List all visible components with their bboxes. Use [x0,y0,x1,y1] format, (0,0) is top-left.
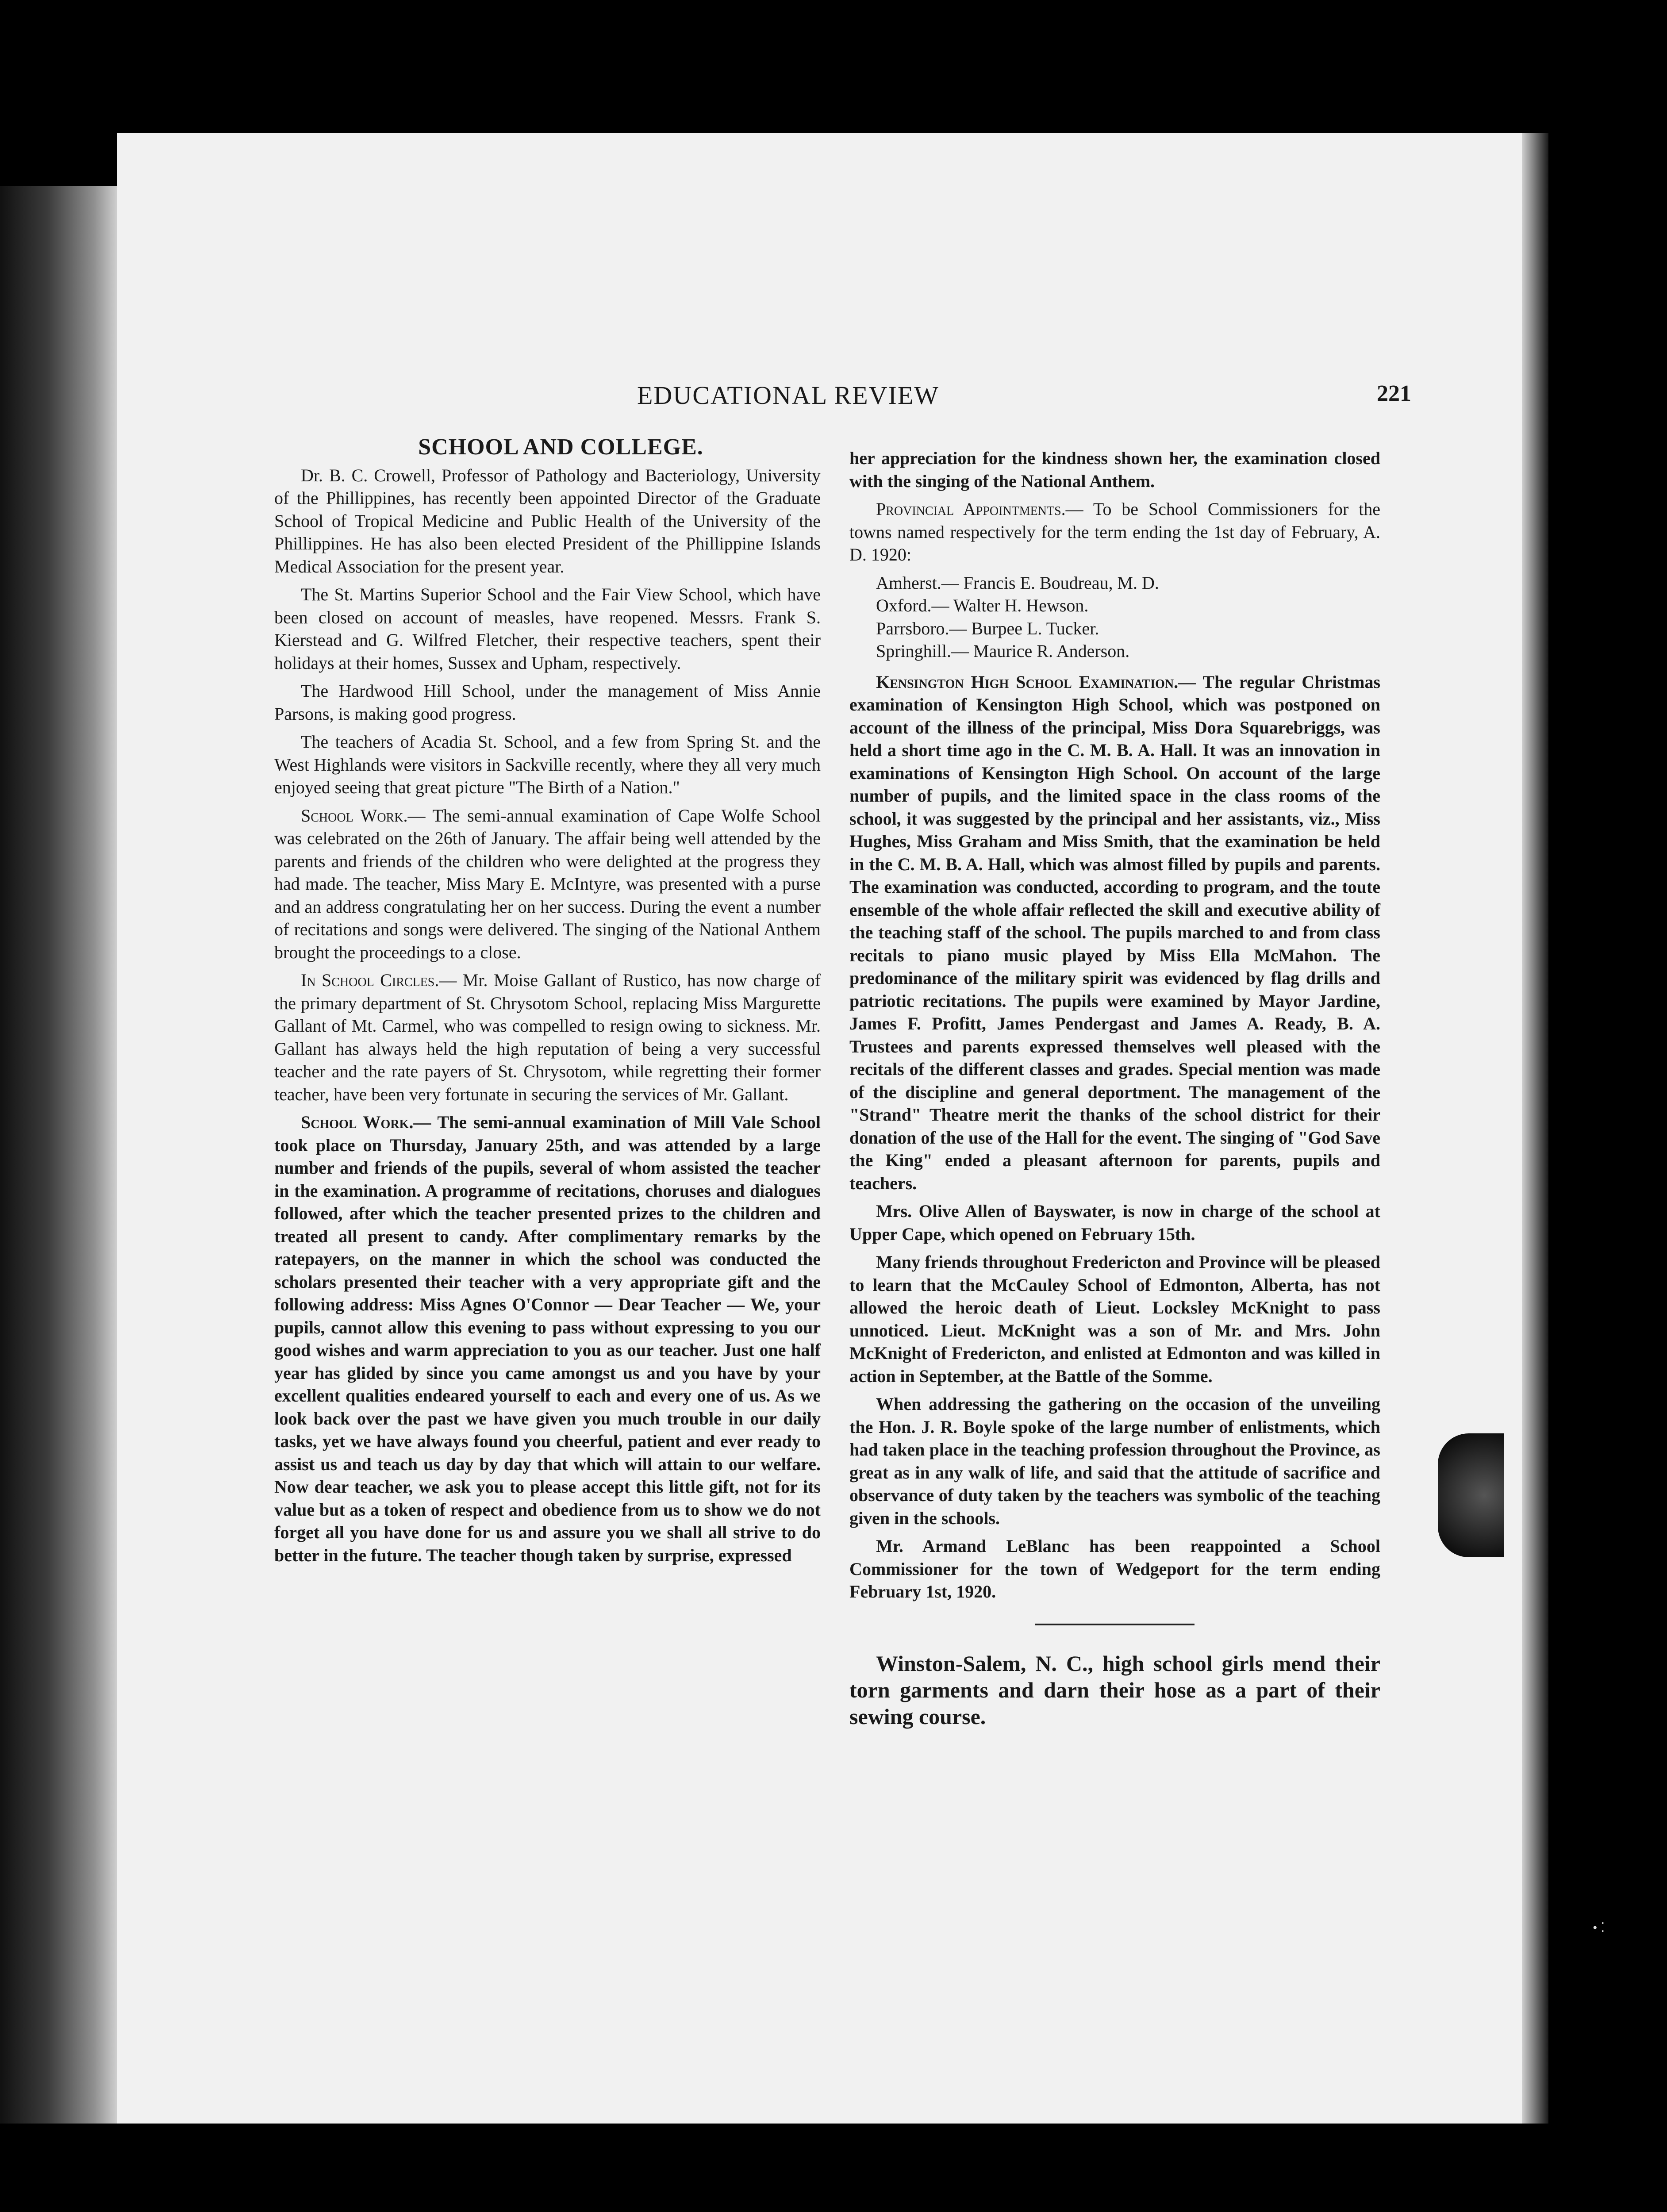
right-column [849,447,1380,1735]
list-item: Parrsboro.— Burpee L. Tucker. [876,618,1099,638]
scan-speck: • ⁚ [1593,1920,1605,1935]
left-column [274,436,821,1572]
paragraph-cape-wolfe [274,804,821,964]
paragraph-st-martins: The St. Martins Superior School and the Fair View School, which have been closed on account of measles, have reopened. Messrs. Frank S. Kierstead and G. Wilfred Fletcher, their respective teachers, spent their holidays at their homes, Sussex and Upham, respectively. [274,584,821,673]
list-item: Springhill.— Maurice R. Anderson. [876,641,1130,661]
paragraph-mcknight: Many friends throughout Fredericton and Province will be pleased to learn that the McCauley School of Edmonton, Alberta, has not allowed the heroic death of Lieut. Locksley McKnight to pass unnoticed. Lieut. McKnight was a son of Mr. and Mrs. John McKnight of Fredericton, and enlisted at Edmonton and was killed in action in September, at the Battle of the Somme. [849,1252,1380,1386]
page-number: 221 [1377,381,1411,406]
facing-page-edge [0,186,117,2124]
paragraph-school-circles [274,969,821,1106]
paragraph-lead: School Work.— [301,1112,431,1132]
paragraph-leblanc: Mr. Armand LeBlanc has been reappointed a School Commissioner for the town of Wedgeport for the term ending February 1st, 1920. [849,1536,1380,1601]
paragraph-body: To be School Commissioners for the towns named respectively for the term ending the 1st day of February, A. D. 1920: [849,499,1381,565]
list-item: Oxford.— Walter H. Hewson. [876,595,1089,615]
paragraph-continuation: her appreciation for the kindness shown her, the examination closed with the singing of the National Anthem. [849,448,1380,491]
paragraph-boyle: When addressing the gathering on the occasion of the unveiling the Hon. J. R. Boyle spoke of the large number of enlistments, which had taken place in the teaching profession throughout the Province, as great as in any walk of life, and said that the attitude of sacrifice and observance of duty taken by the teachers was symbolic of the teaching given in the schools. [849,1394,1380,1528]
section-title: SCHOOL AND COLLEGE. [418,434,703,460]
paragraph-lead: Kensington High School Examination.— [876,672,1196,692]
list-item: Amherst.— Francis E. Boudreau, M. D. [876,572,1159,593]
paragraph-lead: In School Circles.— [301,970,457,990]
binder-clip [1438,1433,1504,1557]
paragraph-body: The semi-annual examination of Mill Vale School took place on Thursday, January 25th, and was attended by a large number and friends of the pupils, several of whom assisted the teacher in the examination. A programme of recitations, choruses and dialogues followed, after which the teacher presented prizes to the children and treated all present to candy. After complimentary remarks by the ratepayers, on the manner in which the school was conducted the scholars presented their teacher with a very appropriate gift and the following address: Miss Agnes O'Connor — Dear Teacher — We, your pupils, cannot allow this evening to pass without expressing to you our good wishes and warm appreciation to you as our teacher. Just one half year has glided by since you came amongst us and you have by your excellent qualities endeared yourself to each and every one of us. As we look back over the past we have given you much trouble in our daily tasks, yet we have always found you cheerful, patient and ever ready to assist us and teach us day by day that which will attain to our welfare. Now dear teacher, we ask you to please accept this little gift, not for its value but as a token of respect and obedience from us to show we do not forget all you have done for us and assure you we shall all strive to do better in the future. The teacher though taken by surprise, expressed [274,1112,821,1565]
paragraph-acadia-st: The teachers of Acadia St. School, and a few from Spring St. and the West Highlands were visitors in Sackville recently, where they all very much enjoyed seeing that great picture "The Birth of a Nation." [274,732,821,797]
divider [1035,1624,1195,1625]
paragraph-lead: School Work.— [301,805,426,826]
paragraph-body: The regular Christmas examination of Kensington High School, which was postponed on account of the illness of the principal, Miss Dora Squarebriggs, was held a short time ago in the C. M. B. A. Hall. It was an innovation in examinations of Kensington High School. On account of the large number of pupils, and the limited space in the class rooms of the school, it was suggested by the principal and her assistants, viz., Miss Hughes, Miss Graham and Miss Smith, that the examination be held in the C. M. B. A. Hall, which was almost filled by pupils and parents. The examination was conducted, according to program, and the toute ensemble of the whole affair reflected the skill and executive ability of the teaching staff of the school. The pupils marched to and from class recitals to piano music played by Miss Ella McMahon. The predominance of the military spirit was evidenced by flag drills and patriotic recitations. The pupils were examined by Mayor Jardine, James F. Profitt, James Pendergast and James A. Ready, B. A. Trustees and parents expressed themselves well pleased with the recitals of the different classes and grades. Special mention was made of the discipline and general deportment. The management of the "Strand" Theatre merit the thanks of the school district for their donation of the use of the Hall for the event. The singing of "God Save the King" ended a pleasant afternoon for parents, pupils and teachers. [849,672,1381,1193]
paragraph-hardwood-hill: The Hardwood Hill School, under the management of Miss Annie Parsons, is making good progress. [274,681,821,724]
appointments-list [849,572,1380,663]
journal-title: EDUCATIONAL REVIEW [637,381,940,410]
running-header [637,380,1411,420]
paragraph-olive-allen: Mrs. Olive Allen of Bayswater, is now in charge of the school at Upper Cape, which opened on February 15th. [849,1201,1380,1244]
paragraph-kensington [849,671,1380,1195]
page-shadow [1522,133,1548,2124]
paragraph-lead: Provincial Appointments.— [876,499,1083,519]
paragraph-body: Mr. Moise Gallant of Rustico, has now charge of the primary department of St. Chrysotom School, replacing Miss Margurette Gallant of Mt. Carmel, who was compelled to resign owing to sickness. Mr. Gallant has always held the high reputation of being a very successful teacher and the rate payers of St. Chrysotom, while regretting their former teacher, have been very fortunate in securing the services of Mr. Gallant. [274,970,821,1104]
winston-salem-note: Winston-Salem, N. C., high school girls mend their torn garments and darn their hose as a part of their sewing course. [849,1651,1380,1729]
paragraph-mill-vale [274,1111,821,1567]
paragraph-body: The semi-annual examination of Cape Wolfe School was celebrated on the 26th of January. The affair being well attended by the parents and friends of the children who were delighted at the progress they had made. The teacher, Miss Mary E. McIntyre, was presented with a purse and an address congratulating her on her success. During the event a number of recitations and songs were delivered. The singing of the National Anthem brought the proceedings to a close. [274,805,821,962]
paragraph-crowell: Dr. B. C. Crowell, Professor of Pathology and Bacteriology, University of the Phillippines, has recently been appointed Director of the Graduate School of Tropical Medicine and Public Health of the University of the Phillippines. He has also been elected President of the Phillippine Islands Medical Association for the present year. [274,465,821,576]
paragraph-provincial-appointments [849,498,1380,566]
